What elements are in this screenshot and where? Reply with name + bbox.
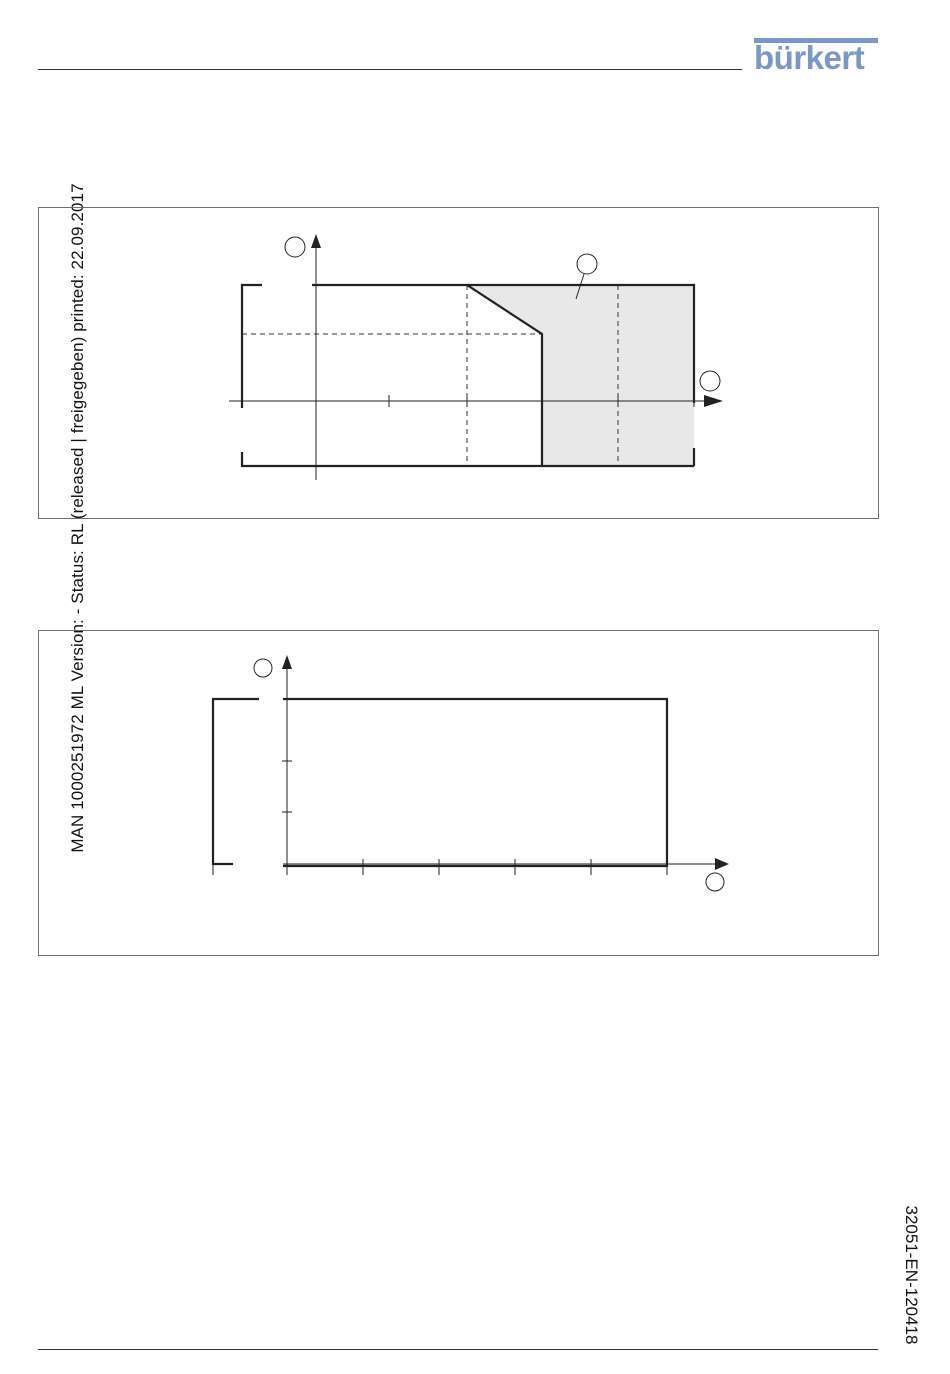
x-axis-arrow xyxy=(704,395,723,407)
callout-circle-x-axis xyxy=(706,873,724,891)
logo-text: bürkert xyxy=(754,39,865,76)
figure-1-diagram xyxy=(39,208,880,520)
footer-rule xyxy=(38,1349,878,1350)
burkert-logo xyxy=(754,38,878,78)
document-number-text: 32051-EN-120418 xyxy=(902,1205,921,1345)
figure-2-frame xyxy=(38,630,879,956)
callout-circle-y-axis xyxy=(254,659,272,677)
callout-circle-shaded-area xyxy=(577,254,597,274)
document-number xyxy=(893,1195,929,1355)
callout-circle-x-axis xyxy=(700,371,720,391)
figure-2-diagram xyxy=(39,631,880,957)
x-axis-arrow xyxy=(715,858,729,870)
characteristic-curve xyxy=(213,699,667,867)
y-axis-arrow xyxy=(282,655,292,669)
status-stamp-text: MAN 1000251972 ML Version: - Status: RL (released | freigegeben) printed: 22.09.2017 xyxy=(68,183,87,853)
figure-1-frame xyxy=(38,207,879,519)
callout-circle-y-axis xyxy=(285,237,305,257)
header-rule xyxy=(38,69,742,70)
y-axis-arrow xyxy=(311,234,321,248)
shaded-region xyxy=(467,285,694,466)
